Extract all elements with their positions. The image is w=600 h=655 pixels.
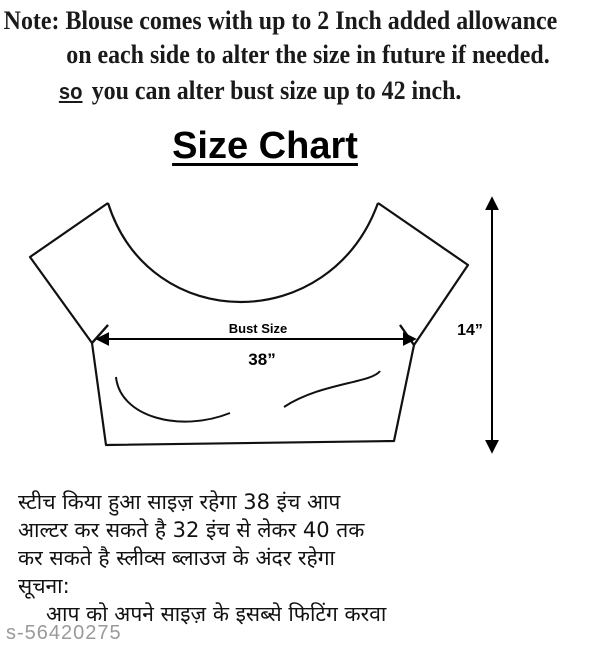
hindi-line-5: आप को अपने साइज़ के इसब्से फिटिंग करवा: [46, 602, 387, 626]
hindi-line-3: कर सकते है स्लीव्स ब्लाउज के अंदर रहेगा: [18, 546, 335, 570]
note-line-1: Note: Blouse comes with up to 2 Inch added allowance: [3, 6, 558, 35]
hindi-line-2: आल्टर कर सकते है 32 इंच से लेकर 40 तक: [18, 518, 365, 542]
note-line-2: on each side to alter the size in future if needed.: [66, 40, 550, 69]
note-line-3: [59, 76, 462, 106]
hindi-instructions: [18, 488, 588, 628]
note-so: so: [58, 79, 83, 104]
hindi-line-1: स्टीच किया हुआ साइज़ रहेगा 38 इंच आप: [18, 490, 341, 514]
note-line-3-text: you can alter bust size up to 42 inch.: [91, 76, 462, 105]
hindi-line-4: सूचना:: [18, 574, 70, 598]
bust-size-label: Bust Size: [228, 321, 288, 336]
bust-size-value: 38”: [248, 350, 276, 369]
size-chart-title: Size Chart: [172, 125, 358, 167]
length-value: 14”: [457, 322, 483, 339]
cup-curves: [116, 371, 380, 422]
watermark: s-56420275: [6, 622, 122, 644]
blouse-size-diagram: [0, 185, 600, 485]
